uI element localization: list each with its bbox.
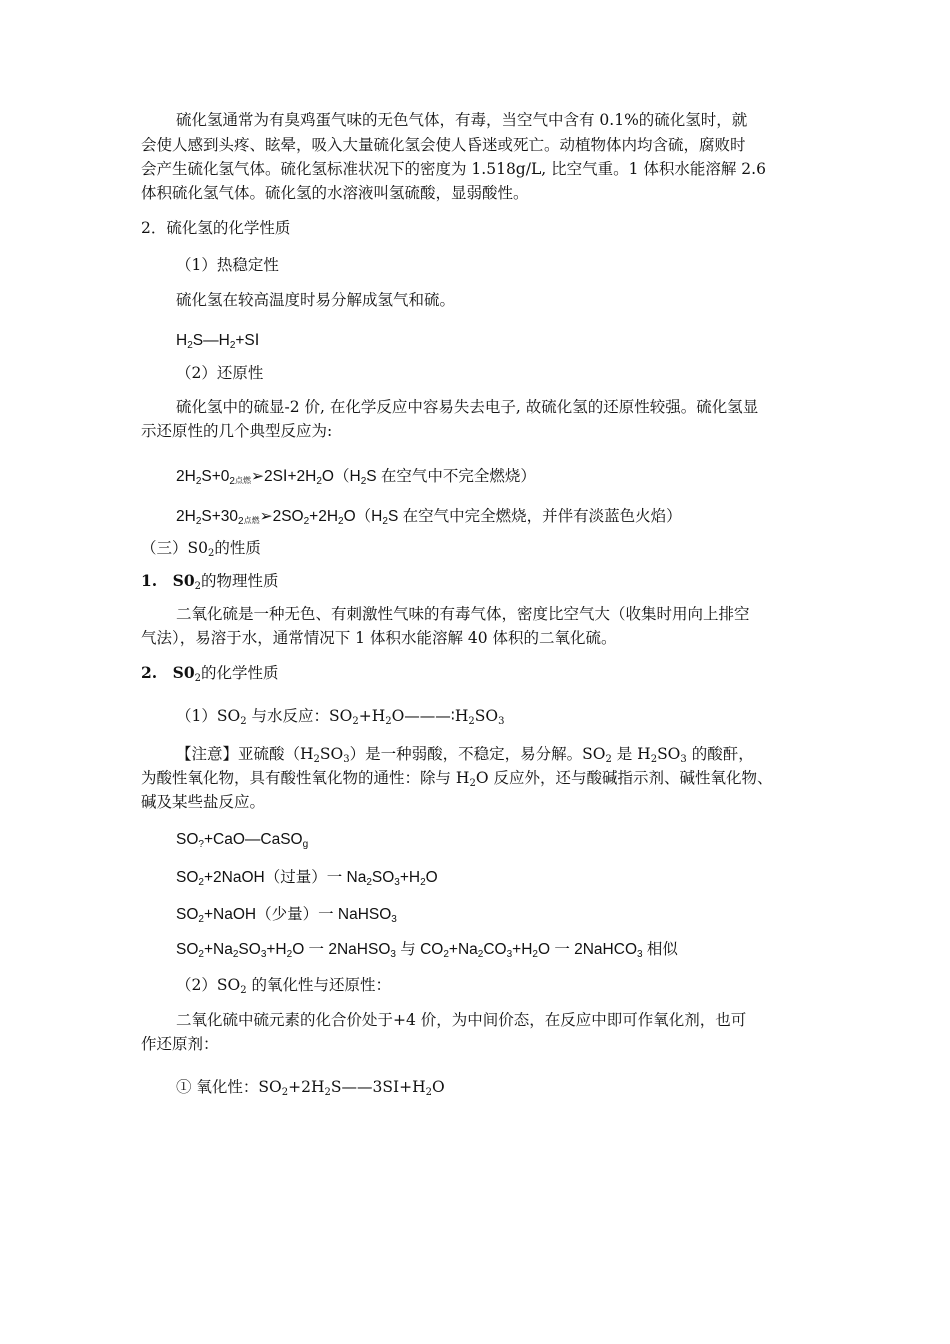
section-heading: 2．硫化氢的化学性质 — [141, 219, 291, 237]
subsection-heading: （1）热稳定性 — [176, 256, 279, 274]
section-heading: 1. $S0_2$的物理性质 — [141, 571, 279, 592]
paragraph-line: 二氧化硫中硫元素的化合价处于+4 价，为中间价态，在反应中即可作氧化剂，也可 — [176, 1011, 747, 1029]
subsection-heading: （2）还原性 — [176, 364, 264, 382]
paragraph-line: 二氧化硫是一种无色、有刺激性气味的有毒气体，密度比空气大（收集时用向上排空 — [176, 605, 750, 623]
equation-complete-combustion: $2H_2S+30_2$点燃$➢2SO_2+2H_2O(H_2S$ 在空气中完全燃烧，并伴有淡蓝色火焰） — [176, 508, 682, 527]
equation-so2-naoh-limited: $SO_2+NaOH$（少量）一 NaHSO$_3$ — [176, 906, 397, 925]
note-line: 【注意】亚硫酸$(H_2SO_3)$是一种弱酸，不稳定，易分解。$SO_2$ 是 $H_2SO_3$ 的酸酐， — [176, 745, 754, 765]
paragraph-line: 硫化氢中的硫显-2 价, 在化学反应中容易失去电子, 故硫化氢的还原性较强。硫化氢显 — [176, 398, 759, 416]
section-heading: 2. $S0_2$的化学性质 — [141, 663, 279, 684]
subsection-heading: $(2)SO_2$ 的氧化性与还原性： — [176, 976, 391, 996]
paragraph-line: 体积硫化氢气体。硫化氢的水溶液叫氢硫酸，显弱酸性。 — [141, 184, 529, 202]
paragraph-line: 硫化氢在较高温度时易分解成氢气和硫。 — [176, 291, 456, 309]
equation-h2s-decomposition: $H_2S—H_2+SⅠ$ — [176, 332, 260, 351]
equation-so2-na2so3: $SO_2+Na_2SO_3+H_2O$ 一 2NaHSO$_3$ 与 $CO_2+Na_2CO_3+H_2O$ 一 2NaHCO$_3$ 相似 — [176, 941, 678, 960]
note-line: 碱及某些盐反应。 — [141, 793, 266, 811]
paragraph-line: 气法），易溶于水，通常情况下 1 体积水能溶解 40 体积的二氧化硫。 — [141, 629, 617, 647]
note-line: 为酸性氧化物，具有酸性氧化物的通性：除与 $H_2O$ 反应外，还与酸碱指示剂、碱性氧化物、 — [141, 769, 773, 789]
paragraph-line: 作还原剂： — [141, 1035, 219, 1053]
equation-so2-water: $(1)SO_2$ 与水反应：$SO_2+H_2O———∶H_2SO_3$ — [176, 707, 505, 727]
paragraph-line: 示还原性的几个典型反应为: — [141, 422, 333, 440]
equation-so2-cao: $SO_?+CaO—CaSO_g$ — [176, 831, 309, 850]
equation-so2-oxidizing: ① 氧化性：$SO_2+2H_2S——3SⅠ+H_2O$ — [176, 1078, 445, 1098]
section-heading: （三）$S0_2$的性质 — [141, 539, 261, 559]
paragraph-line: 会产生硫化氢气体。硫化氢标准状况下的密度为 1.518g/L, 比空气重。1 体积水能溶解 2.6 — [141, 160, 766, 178]
paragraph-line: 硫化氢通常为有臭鸡蛋气味的无色气体，有毒，当空气中含有 0.1%的硫化氢时，就 — [176, 111, 748, 129]
equation-incomplete-combustion: $2H_2S+0_2$点燃$➢2SⅠ+2H_2O(H_2S$ 在空气中不完全燃烧） — [176, 468, 536, 487]
equation-so2-naoh-excess: $SO_2+2NaOH$（过量）一 $Na_2SO_3+H_2O$ — [176, 869, 438, 888]
paragraph-line: 会使人感到头疼、眩晕，吸入大量硫化氢会使人昏迷或死亡。动植物体内均含硫，腐败时 — [141, 136, 746, 154]
